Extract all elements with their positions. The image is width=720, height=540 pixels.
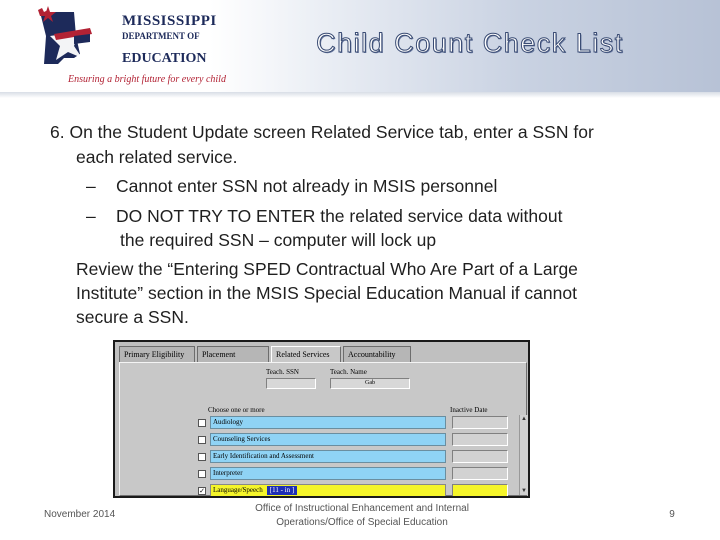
inactive-date-field[interactable] (452, 450, 508, 463)
service-checkbox[interactable] (198, 470, 206, 478)
inactive-date-header: Inactive Date (450, 406, 488, 414)
tab-strip (119, 346, 529, 363)
service-item-audiology[interactable]: Audiology (210, 416, 446, 429)
scroll-down-arrow-icon[interactable]: ▼ (521, 488, 527, 494)
scroll-up-arrow-icon[interactable]: ▲ (521, 416, 527, 422)
bullet-item (86, 174, 497, 199)
bullet-text-continued: the required SSN – computer will lock up (120, 230, 437, 250)
teacher-ssn-label: Teach. SSN (266, 368, 299, 376)
teacher-name-field[interactable]: Gab (330, 378, 410, 389)
state-outline-icon (34, 6, 94, 68)
service-item-counseling[interactable]: Counseling Services (210, 433, 446, 446)
logo-department: DEPARTMENT OF (122, 31, 200, 41)
ssn-entry-field[interactable]: [11 - in ] (267, 486, 297, 495)
service-list-scrollbar[interactable] (519, 415, 528, 495)
header-divider (0, 92, 720, 98)
inactive-date-field[interactable] (452, 433, 508, 446)
teacher-name-label: Teach. Name (330, 368, 367, 376)
bullet-dash: – (86, 176, 96, 196)
service-item-interpreter[interactable]: Interpreter (210, 467, 446, 480)
page-number: 9 (669, 509, 675, 520)
footer-date: November 2014 (44, 509, 116, 520)
logo-state-name: MISSISSIPPI (122, 13, 217, 29)
related-services-panel (119, 362, 527, 496)
service-checkbox[interactable] (198, 419, 206, 427)
teacher-ssn-field[interactable] (266, 378, 316, 389)
logo-tagline: Ensuring a bright future for every child (68, 74, 226, 85)
logo-agency: EDUCATION (122, 51, 207, 66)
bullet-text: Cannot enter SSN not already in MSIS personnel (116, 176, 498, 196)
service-list-header: Choose one or more (208, 406, 265, 414)
mde-logo (34, 6, 226, 86)
tab-placement[interactable]: Placement (197, 346, 269, 363)
slide-title: Child Count Check List (316, 28, 624, 58)
step-text: 6. On the Student Update screen Related Service tab, enter a SSN for (50, 122, 594, 142)
review-line: secure a SSN. (76, 307, 189, 327)
bullet-text: DO NOT TRY TO ENTER the related service data without (116, 206, 563, 226)
review-line: Institute” section in the MSIS Special Education Manual if cannot (76, 283, 577, 303)
tab-related-services[interactable]: Related Services (271, 346, 341, 363)
step-text-continued: each related service. (76, 147, 238, 167)
bullet-item (86, 204, 562, 229)
tab-primary-eligibility[interactable]: Primary Eligibility (119, 346, 195, 363)
service-checkbox-checked[interactable]: ✓ (199, 487, 205, 495)
bullet-dash: – (86, 206, 96, 226)
service-item-language-speech[interactable] (210, 484, 446, 497)
msis-screenshot (113, 340, 530, 498)
service-checkbox[interactable] (198, 436, 206, 444)
inactive-date-field[interactable] (452, 416, 508, 429)
service-label: Language/Speech (213, 486, 263, 494)
service-item-early-identification[interactable]: Early Identification and Assessment (210, 450, 446, 463)
service-checkbox[interactable] (198, 453, 206, 461)
review-line: Review the “Entering SPED Contractual Who Are Part of a Large (76, 259, 578, 279)
inactive-date-field[interactable] (452, 467, 508, 480)
footer-office: Office of Instructional Enhancement and Internal Operations/Office of Special Education (255, 503, 469, 528)
inactive-date-field[interactable] (452, 484, 508, 497)
tab-accountability[interactable]: Accountability (343, 346, 411, 363)
